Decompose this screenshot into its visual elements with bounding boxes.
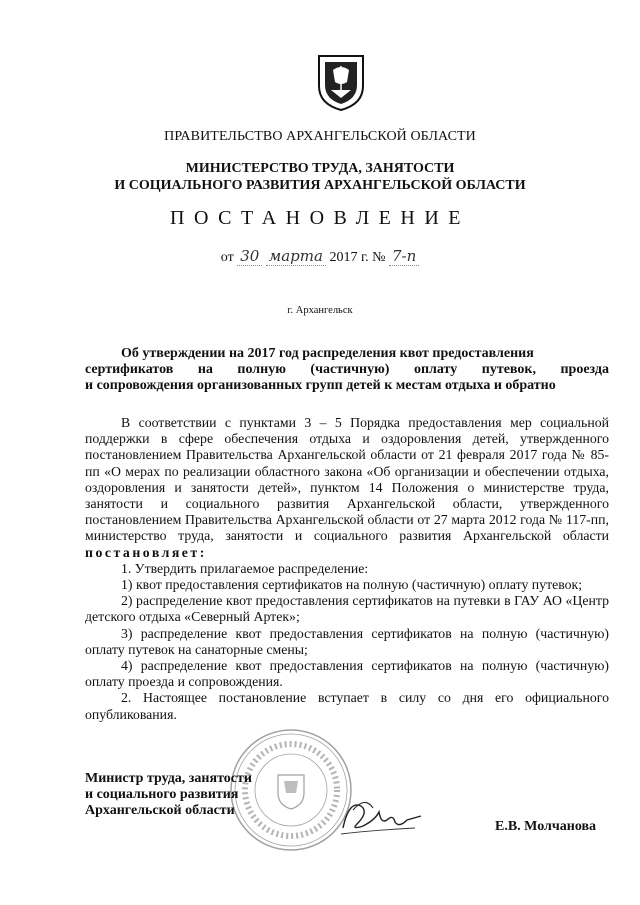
subject-line1: Об утверждении на 2017 год распределения квот предоставления — [121, 346, 534, 361]
item-1: 1. Утвердить прилагаемое распределение: — [121, 560, 369, 576]
sub-item-4: 4) распределение квот предоставления сертификатов на полную (частичную) оплату проезда и сопровождения. — [85, 658, 609, 690]
handwritten-signature-icon — [335, 790, 425, 842]
dateline-number: 7-п — [389, 247, 419, 266]
government-title: ПРАВИТЕЛЬСТВО АРХАНГЕЛЬСКОЙ ОБЛАСТИ — [164, 129, 476, 144]
sub-item-3: 3) распределение квот предоставления сертификатов на полную (частичную) оплату путевок на санаторные смены; — [85, 625, 609, 657]
ministry-title-line1: МИНИСТЕРСТВО ТРУДА, ЗАНЯТОСТИ — [185, 161, 455, 176]
signatory-position-line2: и социального развития — [85, 787, 239, 802]
sub-item-2: 2) распределение квот предоставления сертификатов на путевки в ГАУ АО «Центр детского отдыха «Северный Артек»; — [85, 593, 609, 625]
ministry-title-line2: И СОЦИАЛЬНОГО РАЗВИТИЯ АРХАНГЕЛЬСКОЙ ОБЛАСТИ — [114, 178, 526, 193]
preamble-paragraph — [85, 415, 609, 561]
signatory-position-line1: Министр труда, занятости — [85, 771, 252, 786]
signatory-position — [85, 771, 305, 819]
dateline-month: марта — [266, 247, 326, 266]
document-subject — [85, 346, 609, 394]
preamble-text: В соответствии с пунктами 3 – 5 Порядка предоставления мер социальной поддержки в сфере обеспечения отдыха и оздоровления детей, утвержденного постановлением Правительства Архангельской области от 21 февраля 2017 года № 85-пп «О мерах по реализации областного закона «Об организации и обеспечении отдыха, оздоровления и занятости детей», пунктом 14 Положения о министерстве труда, занятости и социального развития Архангельской области, утвержденного постановлением Правительства Архангельской области от 27 марта 2012 года № 117-пп, министерство труда, занятости и социального развития Архангельской области — [85, 415, 609, 544]
decree-word: постановляет: — [85, 544, 207, 560]
item-2: 2. Настоящее постановление вступает в силу со дня его официального опубликования. — [85, 690, 609, 722]
dateline-prefix: от — [220, 250, 234, 265]
signatory-name: Е.В. Молчанова — [495, 819, 597, 834]
sub-item-1: 1) квот предоставления сертификатов на полную (частичную) оплату путевок; — [121, 577, 583, 593]
city-label: г. Архангельск — [287, 305, 353, 316]
document-dateline — [0, 247, 640, 266]
subject-line2: сертификатов на полную (частичную) оплату путевок, проезда — [85, 362, 609, 377]
document-body — [85, 415, 609, 723]
dateline-year: 2017 г. № — [329, 250, 386, 265]
dateline-day: 30 — [237, 247, 262, 266]
subject-line3: и сопровождения организованных групп детей к местам отдыха и обратно — [85, 378, 556, 393]
document-type: ПОСТАНОВЛЕНИЕ — [170, 207, 470, 229]
ministry-title — [0, 160, 640, 194]
coat-of-arms-icon — [313, 52, 369, 112]
signatory-position-line3: Архангельской области — [85, 803, 235, 818]
